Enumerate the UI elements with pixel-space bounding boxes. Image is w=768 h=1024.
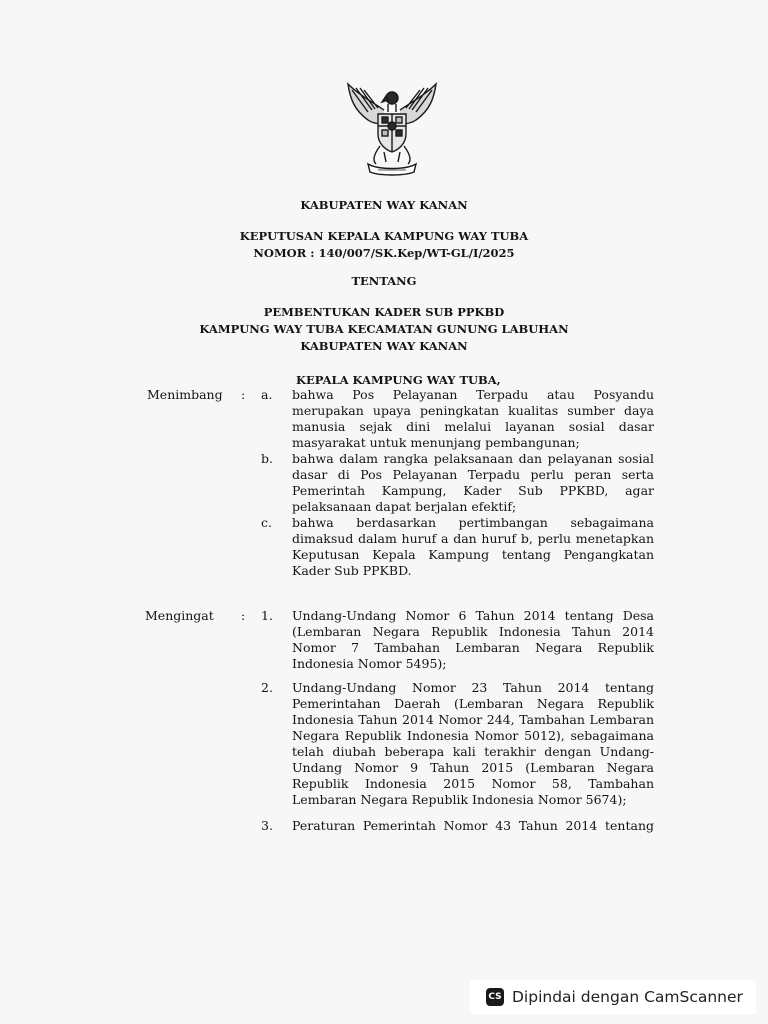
- official-title: KEPALA KAMPUNG WAY TUBA,: [296, 373, 501, 387]
- menimbang-c-line: bahwa berdasarkan pertimbangan sebagaimana: [292, 515, 654, 530]
- subject-line-3: KABUPATEN WAY KANAN: [300, 339, 468, 353]
- subject-line-2: KAMPUNG WAY TUBA KECAMATAN GUNUNG LABUHAN: [199, 322, 569, 336]
- menimbang-colon: :: [241, 387, 246, 402]
- camscanner-watermark: [470, 980, 756, 1014]
- menimbang-a-line: merupakan upaya peningkatan kualitas sumber daya: [292, 403, 654, 418]
- mengingat-marker-3: 3.: [261, 818, 273, 833]
- mengingat-2-line: Indonesia Tahun 2014 Nomor 244, Tambahan Lembaran: [292, 712, 654, 727]
- menimbang-label: Menimbang: [147, 387, 223, 402]
- mengingat-1-line: Undang-Undang Nomor 6 Tahun 2014 tentang Desa: [292, 608, 654, 623]
- mengingat-2-line: Republik Indonesia 2015 Nomor 58, Tambahan: [292, 776, 654, 791]
- menimbang-marker-b: b.: [261, 451, 273, 466]
- mengingat-marker-2: 2.: [261, 680, 273, 695]
- mengingat-3-line: Peraturan Pemerintah Nomor 43 Tahun 2014 tentang: [292, 818, 654, 833]
- garuda-emblem-icon: [342, 80, 442, 180]
- menimbang-b-line: bahwa dalam rangka pelaksanaan dan pelayanan sosial: [292, 451, 654, 466]
- camscanner-logo-icon: CS: [486, 988, 504, 1006]
- mengingat-2-line: Undang Nomor 9 Tahun 2015 (Lembaran Negara: [292, 760, 654, 775]
- menimbang-b-line: Pemerintah Kampung, Kader Sub PPKBD, agar: [292, 483, 654, 498]
- mengingat-2-line: Pemerintahan Daerah (Lembaran Negara Republik: [292, 696, 654, 711]
- decision-title: KEPUTUSAN KEPALA KAMPUNG WAY TUBA: [239, 229, 529, 243]
- mengingat-2-line: Negara Republik Indonesia Nomor 5012), sebagaimana: [292, 728, 654, 743]
- mengingat-label: Mengingat: [145, 608, 214, 623]
- menimbang-marker-a: a.: [261, 387, 273, 402]
- mengingat-1-line: Nomor 7 Tambahan Lembaran Negara Republik: [292, 640, 654, 655]
- region-heading: KABUPATEN WAY KANAN: [300, 198, 468, 212]
- mengingat-colon: :: [241, 608, 246, 623]
- mengingat-1-line: (Lembaran Negara Republik Indonesia Tahun 2014: [292, 624, 654, 639]
- menimbang-c-line: Kader Sub PPKBD.: [292, 563, 412, 578]
- menimbang-a-line: masyarakat untuk menunjang pembangunan;: [292, 435, 580, 450]
- menimbang-b-line: dasar di Pos Pelayanan Terpadu perlu peran serta: [292, 467, 654, 482]
- menimbang-marker-c: c.: [261, 515, 272, 530]
- mengingat-1-line: Indonesia Nomor 5495);: [292, 656, 447, 671]
- mengingat-2-line: telah diubah beberapa kali terakhir dengan Undang-: [292, 744, 654, 759]
- menimbang-c-line: dimaksud dalam huruf a dan huruf b, perlu menetapkan: [292, 531, 654, 546]
- menimbang-a-line: bahwa Pos Pelayanan Terpadu atau Posyandu: [292, 387, 654, 402]
- menimbang-a-line: manusia sejak dini melalui layanan sosial dasar: [292, 419, 654, 434]
- menimbang-c-line: Keputusan Kepala Kampung tentang Pengangkatan: [292, 547, 654, 562]
- mengingat-marker-1: 1.: [261, 608, 273, 623]
- about-heading: TENTANG: [351, 274, 417, 288]
- mengingat-2-line: Undang-Undang Nomor 23 Tahun 2014 tentang: [292, 680, 654, 695]
- menimbang-b-line: pelaksanaan dapat berjalan efektif;: [292, 499, 517, 514]
- mengingat-2-line: Lembaran Negara Republik Indonesia Nomor 5674);: [292, 792, 627, 807]
- camscanner-text: Dipindai dengan CamScanner: [512, 988, 743, 1006]
- subject-line-1: PEMBENTUKAN KADER SUB PPKBD: [263, 305, 505, 319]
- decision-number: NOMOR : 140/007/SK.Kep/WT-GL/I/2025: [253, 246, 515, 260]
